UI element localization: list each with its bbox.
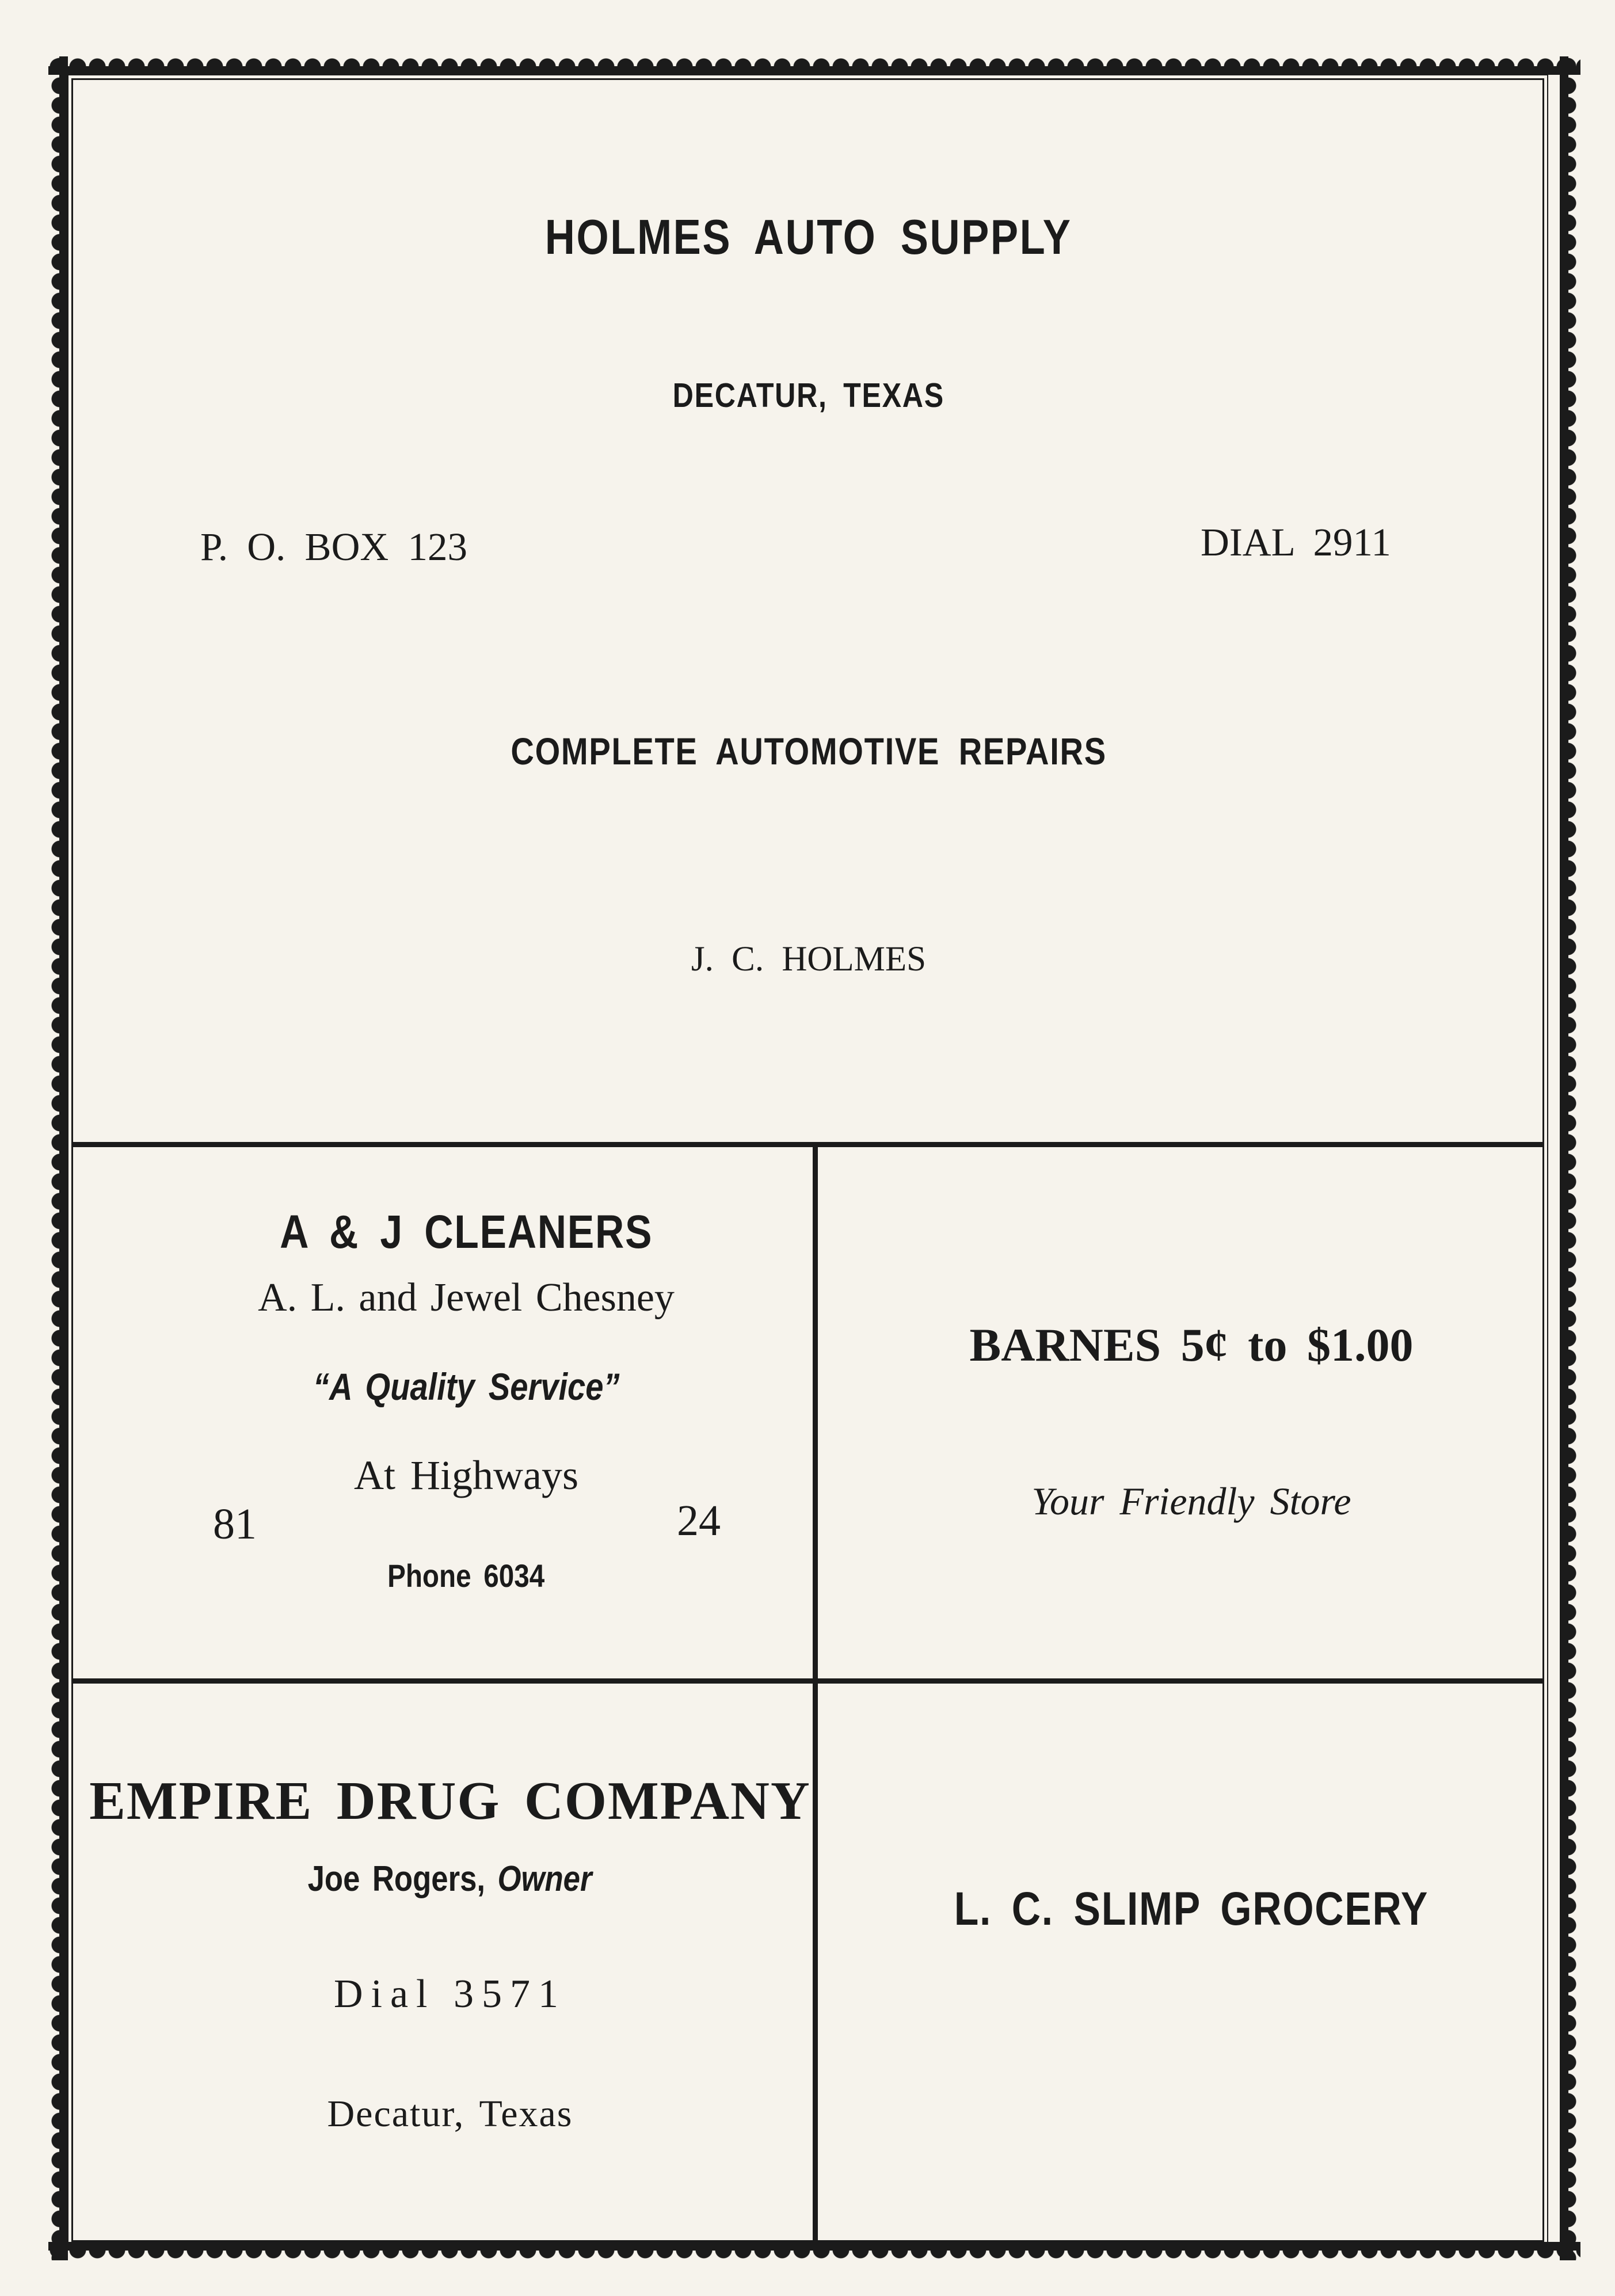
empire-owner-name: Joe Rogers, [308, 1859, 486, 1899]
empire-owner-line [76, 1861, 824, 1897]
cleaners-phone [92, 1560, 840, 1592]
cleaners-location: At Highways [354, 1452, 578, 1498]
cleaners-highway-81: 81 [213, 1500, 257, 1548]
scallop-border-left [49, 56, 68, 2260]
empire-owner-text [308, 1861, 592, 1897]
divider-horizontal-top [73, 1142, 1542, 1147]
divider-horizontal-bottom [73, 1678, 1542, 1684]
cleaners-highway-24: 24 [677, 1497, 721, 1545]
cleaners-title [92, 1206, 840, 1258]
holmes-tagline [73, 732, 1544, 770]
scallop-border-bottom [48, 2242, 1580, 2260]
empire-title: EMPIRE DRUG COMPANY [89, 1771, 811, 1831]
holmes-city-text: DECATUR, TEXAS [672, 376, 945, 414]
holmes-city [73, 376, 1544, 414]
empire-dial-number: Dial 3571 [333, 1972, 567, 2016]
holmes-title [73, 210, 1544, 265]
holmes-dial-number: DIAL 2911 [1201, 520, 1391, 564]
cleaners-owners: A. L. and Jewel Chesney [258, 1275, 675, 1320]
barnes-slogan: Your Friendly Store [1031, 1479, 1351, 1523]
holmes-tagline-text: COMPLETE AUTOMOTIVE REPAIRS [511, 730, 1107, 772]
cleaners-phone-text: Phone 6034 [387, 1558, 545, 1594]
cleaners-title-text: A & J CLEANERS [279, 1206, 653, 1258]
empire-city: Decatur, Texas [327, 2093, 573, 2135]
barnes-title: BARNES 5¢ to $1.00 [969, 1319, 1414, 1371]
scallop-border-right [1560, 56, 1578, 2260]
cleaners-slogan-text: “A Quality Service” [313, 1365, 620, 1408]
slimp-title [829, 1883, 1554, 1935]
holmes-title-text: HOLMES AUTO SUPPLY [545, 210, 1072, 265]
holmes-owner-name: J. C. HOLMES [691, 940, 927, 978]
scallop-border-top [48, 56, 1580, 75]
holmes-po-box: P. O. BOX 123 [200, 525, 467, 569]
empire-owner-role: Owner [497, 1859, 592, 1899]
cleaners-slogan [92, 1365, 840, 1408]
slimp-title-text: L. C. SLIMP GROCERY [954, 1883, 1429, 1935]
